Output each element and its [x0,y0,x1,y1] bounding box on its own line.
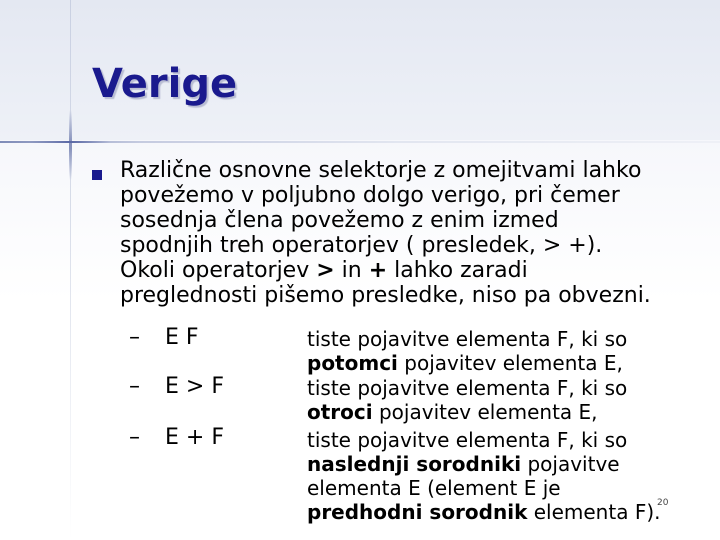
text-run: in [334,258,369,283]
bullet-line: spodnjih treh operatorjev ( presledek, > +). [120,233,603,258]
desc-term: otroci [307,400,373,424]
selector-adjacent-desc [307,428,717,524]
text-run: elementa F). [527,500,661,524]
selector-descendant: E F [165,325,199,350]
bullet-line: povežemo v poljubno dolgo verigo, pri čemer [120,183,620,208]
decor-cross-vertical [69,110,72,180]
decor-cross-horizontal [30,141,110,143]
page-number: 20 [657,498,669,508]
text-run: lahko zaradi [387,258,528,283]
decor-vertical-line [70,0,71,540]
desc-line: tiste pojavitve elementa F, ki so [307,376,628,400]
desc-term: potomci [307,351,398,375]
text-run: pojavitev elementa E, [397,351,623,375]
desc-term: naslednji sorodniki [307,452,522,476]
sub-bullet-dash: – [129,325,140,350]
text-run: pojavitev elementa E, [372,400,598,424]
text-run: Okoli operatorjev [120,258,317,283]
desc-line: tiste pojavitve elementa F, ki so [307,327,628,351]
selector-descendant-desc [307,327,717,375]
bullet-line: Različne osnovne selektorje z omejitvami lahko [120,158,642,183]
desc-term: predhodni sorodnik [307,500,528,524]
desc-line: elementa E (element E je [307,476,561,500]
desc-line [307,351,717,375]
bullet-square-icon [92,170,102,180]
sub-bullet-dash: – [129,425,140,450]
desc-line [307,400,717,424]
operator-child: > [316,258,335,283]
selector-child-desc [307,376,717,424]
bullet-line: sosednja člena povežemo z enim izmed [120,208,559,233]
selector-adjacent: E + F [165,425,224,450]
bullet-line: preglednosti pišemo presledke, niso pa obvezni. [120,283,651,308]
text-run: pojavitve [521,452,620,476]
bullet-line [120,258,720,283]
desc-line: tiste pojavitve elementa F, ki so [307,428,628,452]
slide-title: Verige [92,61,238,107]
selector-child: E > F [165,374,224,399]
desc-line [307,500,717,524]
bullet-text [120,158,720,308]
sub-bullet-dash: – [129,374,140,399]
operator-sibling: + [368,258,388,283]
desc-line [307,452,717,476]
